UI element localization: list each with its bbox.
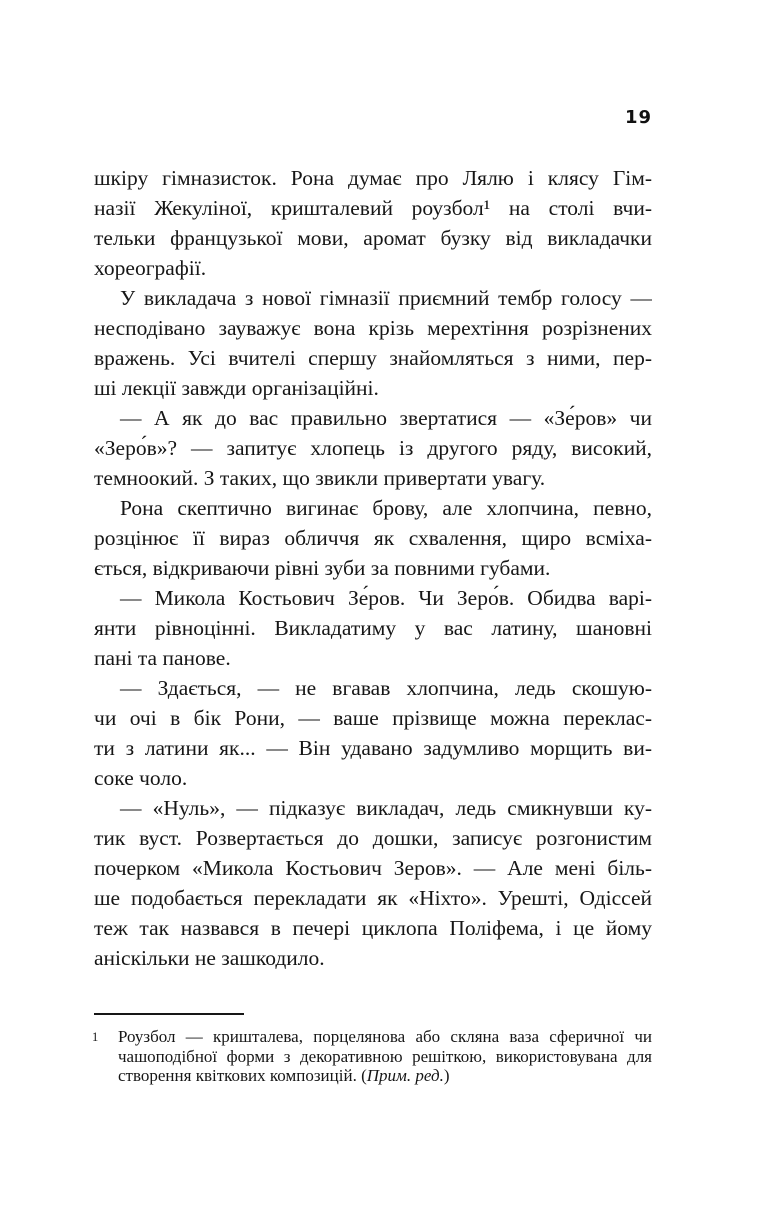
- footnote-lines: [118, 1027, 652, 1086]
- text-line: ється, відкриваючи рівні зуби за повними губами.: [94, 556, 551, 580]
- body-text: [94, 163, 652, 973]
- text-line: назії Жекуліної, кришталевий роузбол¹ на столі вчи-: [94, 196, 652, 220]
- text-line: чи очі в бік Рони, — ваше прізвище можна переклас-: [94, 706, 652, 730]
- text-line: Рона скептично вигинає брову, але хлопчина, певно,: [120, 496, 652, 520]
- text-line: — Микола Костьович Зе́ров. Чи Зеро́в. Обидва варі-: [120, 586, 652, 610]
- text-line: соке чоло.: [94, 766, 188, 790]
- page-number: 19: [624, 107, 652, 128]
- text-line: — Здається, — не вгавав хлопчина, ледь скошую-: [120, 676, 652, 700]
- footnote-marker: 1: [92, 1030, 99, 1044]
- text-line: темноокий. З таких, що звикли привертати увагу.: [94, 466, 546, 490]
- footnote-line: чашоподібної форми з декоративною решіткою, використовувана для: [118, 1046, 652, 1066]
- text-line: тельки французької мови, аромат бузку від викладачки: [94, 226, 652, 250]
- footnote-editor-note: Прим. ред.: [366, 1066, 444, 1085]
- text-line: «Зеро́в»? — запитує хлопець із другого ряду, високий,: [94, 436, 652, 460]
- footnote-line: створення квіткових композицій. (Прим. ред.): [118, 1066, 450, 1085]
- footnote-body: [94, 1027, 652, 1086]
- text-line: шкіру гімназисток. Рона думає про Лялю і клясу Гім-: [94, 166, 652, 190]
- text-line: несподівано зауважує вона крізь мерехтіння розрізнених: [94, 316, 652, 340]
- footnote-line: Роузбол — кришталева, порцелянова або скляна ваза сферичної чи: [118, 1027, 652, 1046]
- text-line: янти рівноцінні. Викладатиму у вас латину, шановні: [94, 616, 652, 640]
- text-line: У викладача з нової гімназії приємний тембр голосу —: [120, 286, 652, 310]
- text-line: почерком «Микола Костьович Зеров». — Але мені біль-: [94, 856, 652, 880]
- text-line: хореографії.: [94, 256, 207, 280]
- footnote-separator-rule: [94, 1013, 244, 1015]
- text-line: аніскільки не зашкодило.: [94, 946, 325, 970]
- text-line: — А як до вас правильно звертатися — «Зе́ров» чи: [120, 406, 652, 430]
- text-line: тик вуст. Розвертається до дошки, записує розгонистим: [94, 826, 652, 850]
- text-line: — «Нуль», — підказує викладач, ледь смикнувши ку-: [120, 796, 652, 820]
- text-line: теж так назвався в печері циклопа Поліфема, і це йому: [94, 916, 652, 940]
- text-line: ші лекції завжди організаційні.: [94, 376, 379, 400]
- text-line: ти з латини як... — Він удавано задумливо морщить ви-: [94, 736, 652, 760]
- text-line: розцінює її вираз обличчя як схвалення, щиро всміха-: [94, 526, 652, 550]
- footnote: [94, 1027, 652, 1086]
- text-line: пані та панове.: [94, 646, 231, 670]
- text-line: вражень. Усі вчителі спершу знайомляться з ними, пер-: [94, 346, 652, 370]
- text-line: ше подобається перекладати як «Ніхто». Урешті, Одіссей: [94, 886, 652, 910]
